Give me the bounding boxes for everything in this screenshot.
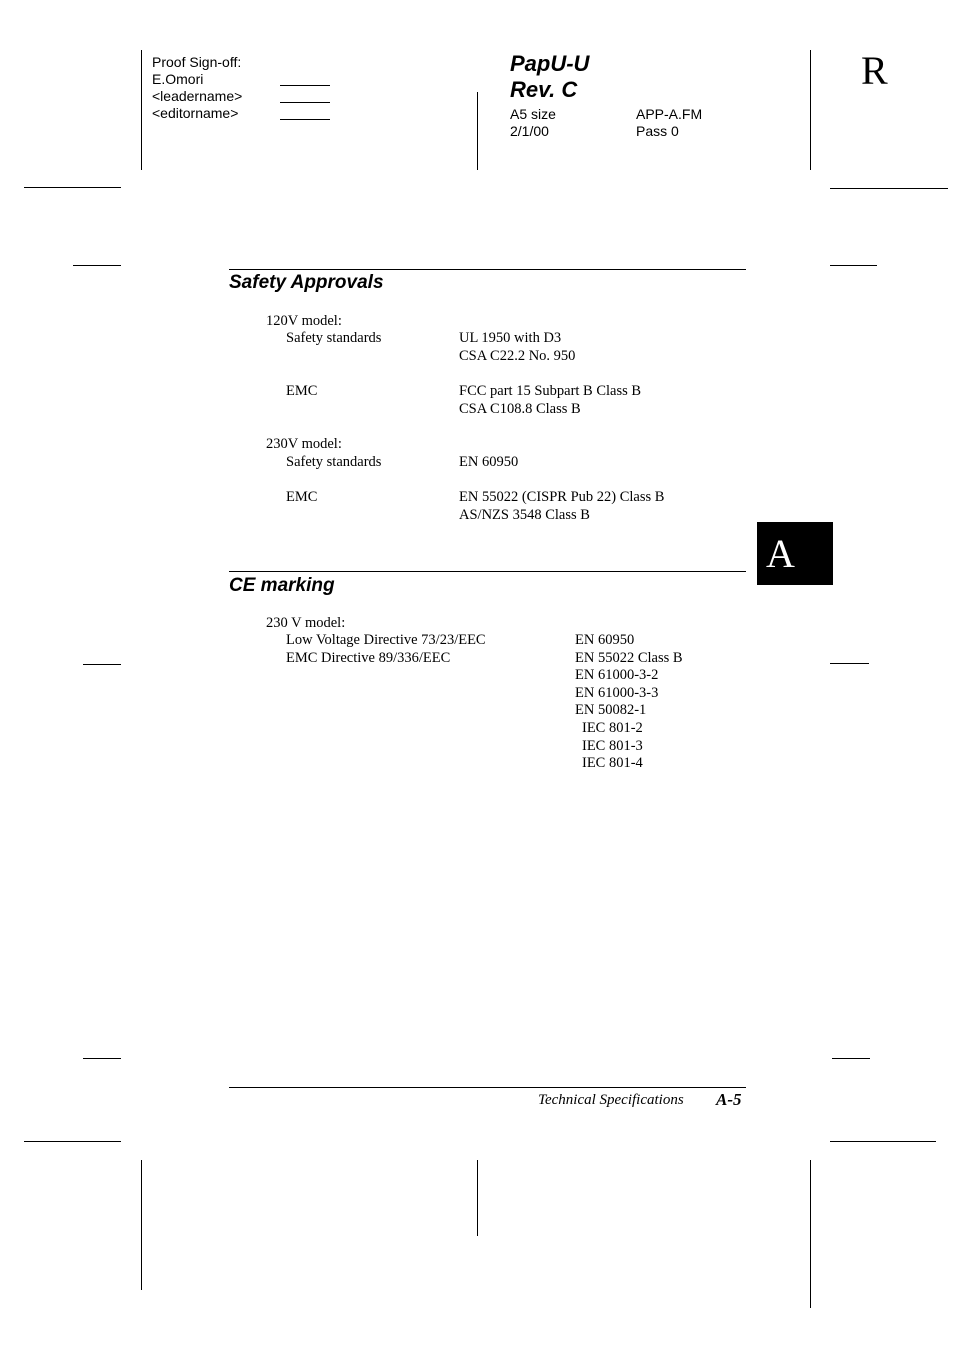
ce-standard-value: EN 60950 [575,632,635,648]
crop-mark [73,265,121,266]
section-rule [229,571,746,572]
emc-value: EN 55022 (CISPR Pub 22) Class B [459,489,665,505]
emc-values-230v [459,489,664,524]
ce-sub-standard-value: IEC 801-4 [582,755,643,772]
safety-standard-value: CSA C22.2 No. 950 [459,347,576,364]
proof-signoff-label: Proof Sign-off: [152,54,242,70]
crop-mark [832,1058,870,1059]
signoff-blank-line [280,102,330,103]
corner-letter: R [861,48,888,93]
safety-standards-values-230v [459,454,518,472]
safety-standards-label-120v: Safety standards [286,330,382,346]
ce-standard-value: EN 61000-3-2 [575,667,659,684]
safety-230v-model: 230V model: [266,436,342,452]
doc-date: 2/1/00 [510,123,549,139]
safety-120v-model: 120V model: [266,313,342,329]
emc-values-120v [459,383,641,418]
proof-signoff-name: E.Omori [152,71,204,87]
ce-marking-heading: CE marking [229,575,335,596]
ce-standard-value: EN 61000-3-3 [575,684,659,701]
doc-title-line2: Rev. C [510,77,578,102]
doc-size: A5 size [510,106,556,122]
low-voltage-directive-label: Low Voltage Directive 73/23/EEC [286,632,486,648]
safety-standards-label-230v: Safety standards [286,454,382,470]
crop-mark [24,187,121,188]
chapter-tab-letter: A [766,531,795,576]
crop-mark [830,1141,936,1142]
ce-sub-standard-value: IEC 801-3 [582,737,643,754]
signoff-blank-line [280,119,330,120]
safety-standards-values-120v [459,330,575,365]
safety-standard-value: UL 1950 with D3 [459,330,562,346]
ce-directive-labels [286,632,486,667]
doc-title-line1: PapU-U [510,51,590,76]
crop-mark [830,265,877,266]
ce-230v-model: 230 V model: [266,615,346,631]
crop-mark [810,50,811,170]
ce-sub-standard-value: IEC 801-2 [582,719,643,736]
doc-meta-right [636,106,702,140]
emc-directive-label: EMC Directive 89/336/EEC [286,649,451,666]
crop-mark [830,188,948,189]
crop-mark [141,1160,142,1290]
footer-section-name: Technical Specifications [538,1092,684,1108]
doc-meta-left [510,106,556,140]
doc-pass: Pass 0 [636,123,679,139]
proof-signoff-block [152,54,242,122]
doc-file: APP-A.FM [636,106,703,122]
chapter-tab [757,522,833,585]
crop-mark [477,92,478,170]
crop-mark [477,1160,478,1236]
section-rule [229,269,746,270]
ce-standard-values [575,632,683,773]
crop-mark [24,1141,121,1142]
safety-approvals-heading: Safety Approvals [229,272,384,293]
proof-signoff-leadername: <leadername> [152,88,243,104]
crop-mark [830,663,869,664]
crop-mark [810,1160,811,1308]
crop-mark [83,664,121,665]
crop-mark [83,1058,121,1059]
ce-standard-value: EN 55022 Class B [575,649,683,666]
doc-title [510,51,589,103]
crop-mark [141,50,142,170]
footer-rule [229,1087,746,1088]
footer-page-number: A-5 [716,1090,742,1109]
emc-value: AS/NZS 3548 Class B [459,506,590,523]
emc-label-120v: EMC [286,383,318,399]
ce-standard-value: EN 50082-1 [575,702,647,719]
proof-signoff-editorname: <editorname> [152,105,239,121]
safety-standard-value: EN 60950 [459,454,519,470]
signoff-blank-line [280,85,330,86]
emc-label-230v: EMC [286,489,318,505]
emc-value: CSA C108.8 Class B [459,400,581,417]
emc-value: FCC part 15 Subpart B Class B [459,383,642,399]
